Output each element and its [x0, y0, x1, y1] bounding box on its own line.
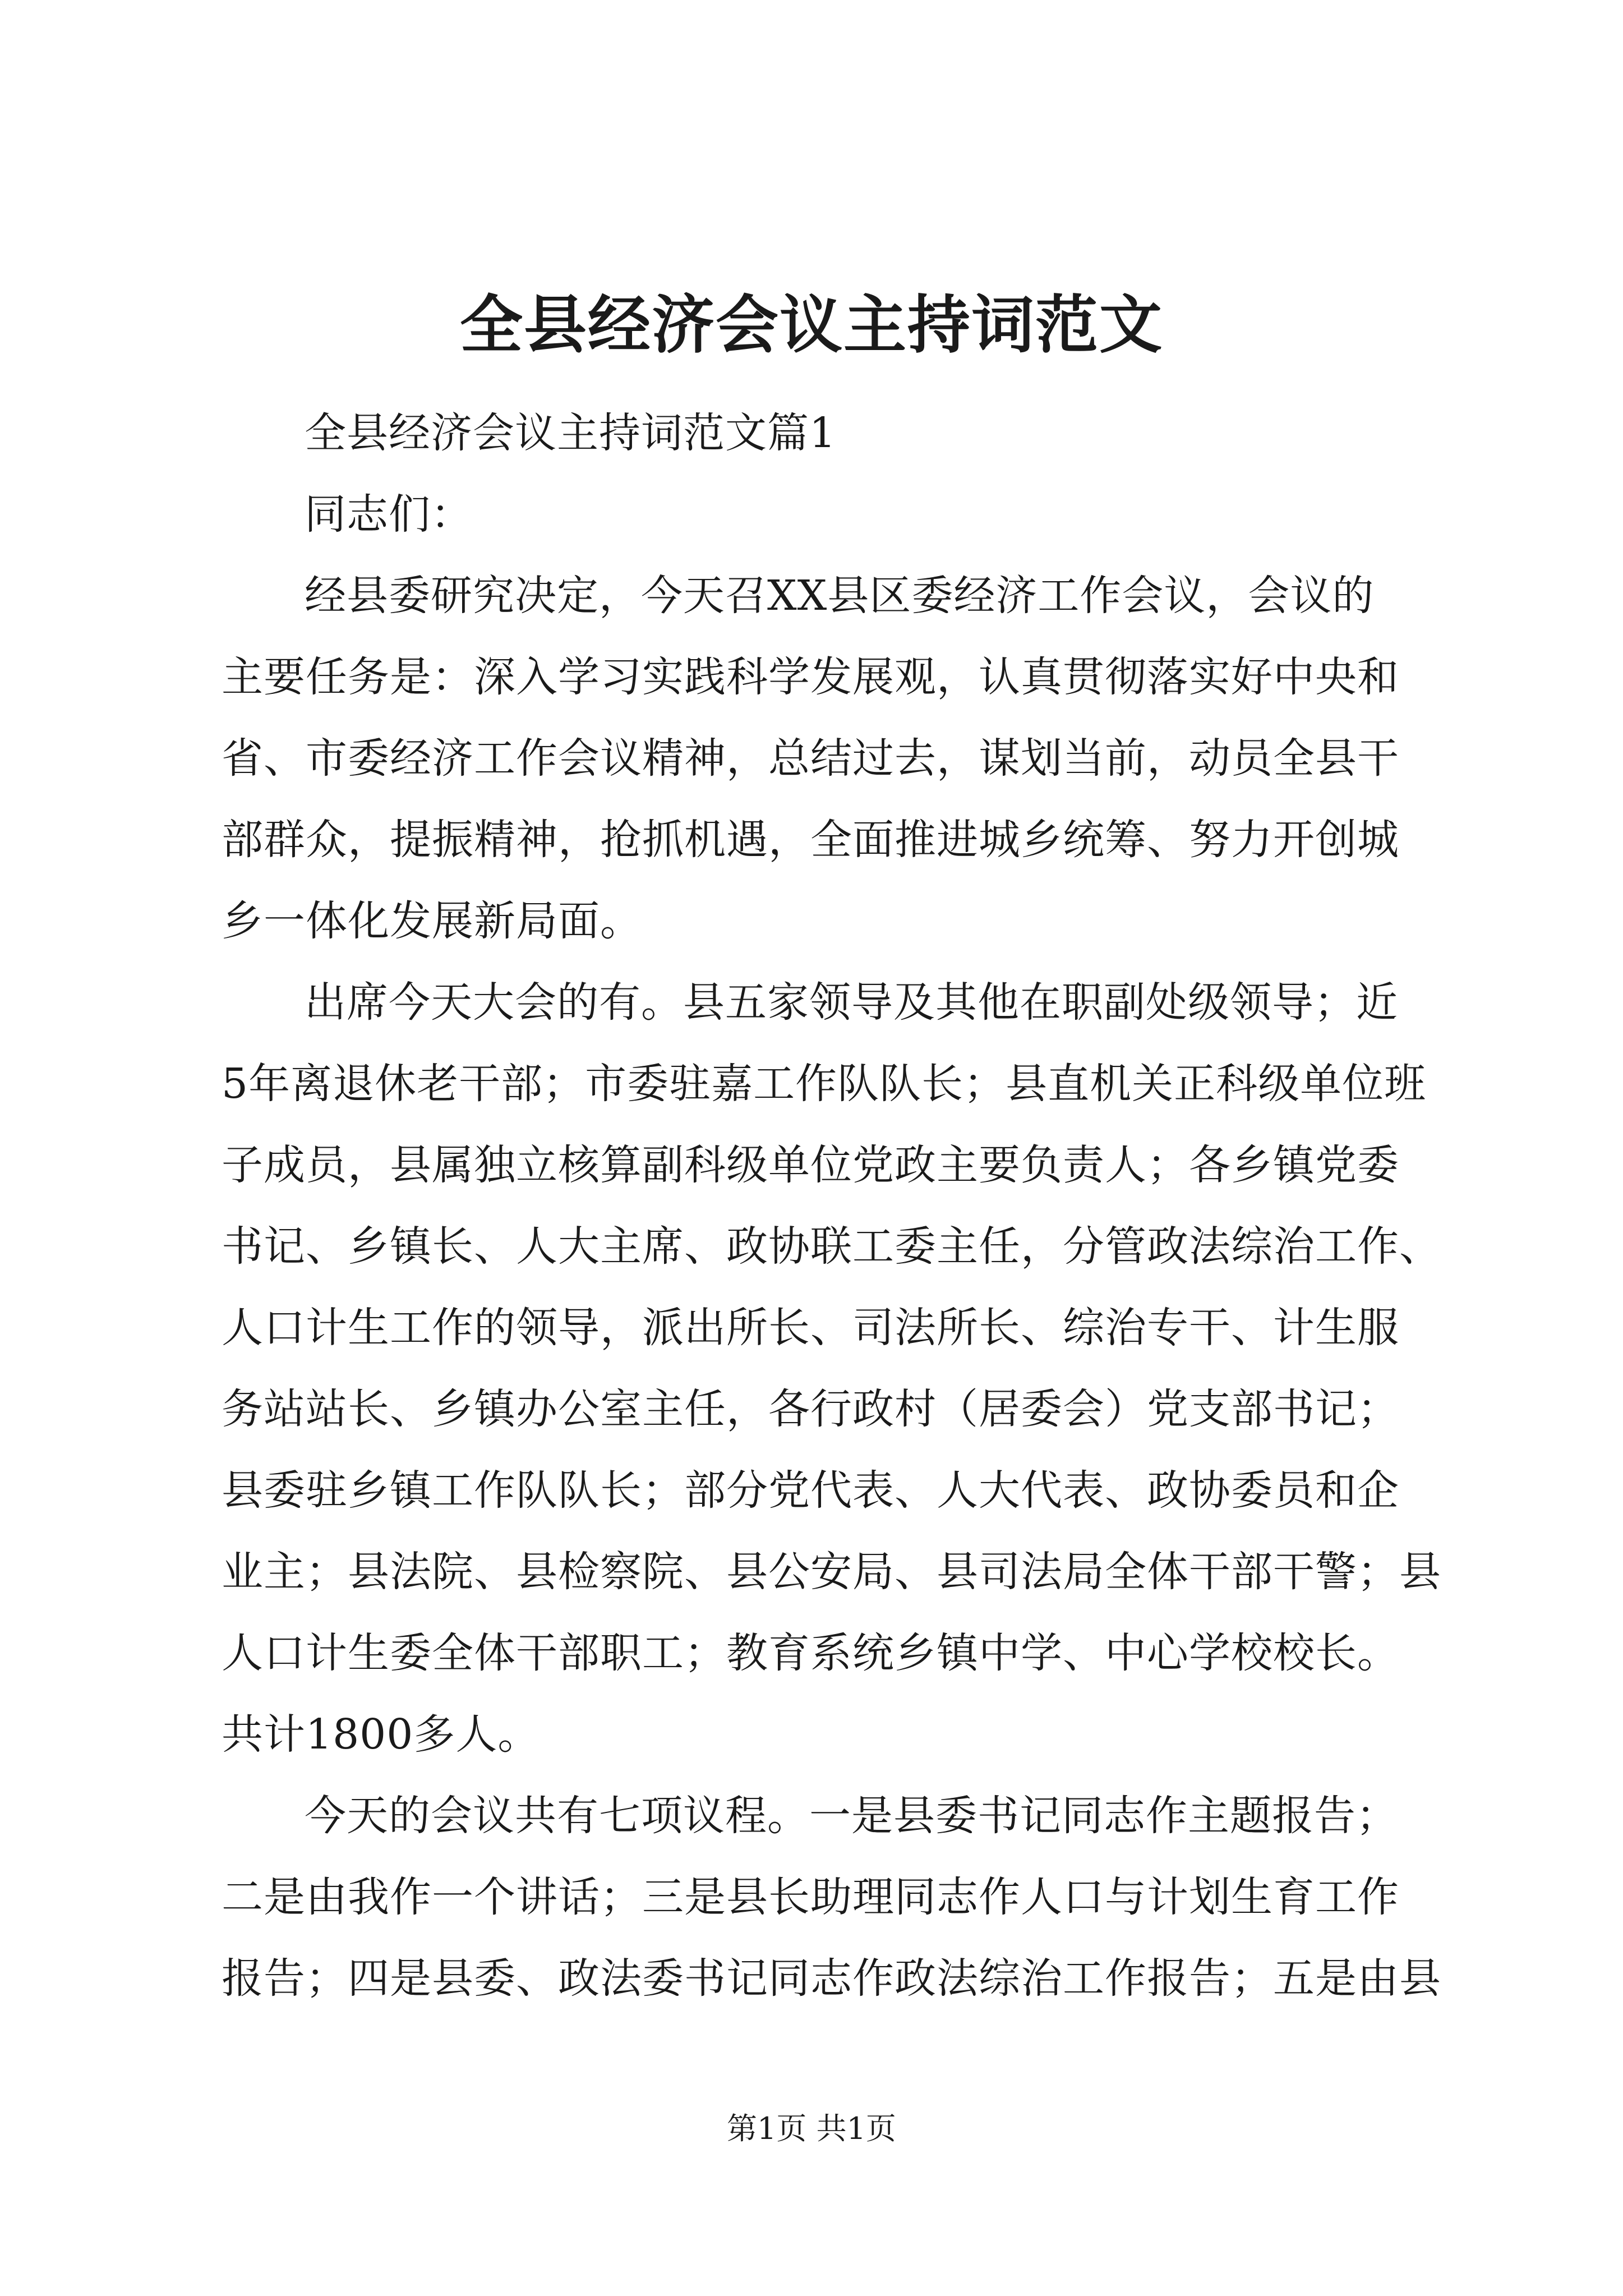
- paragraph-line: 省、市委经济工作会议精神，总结过去，谋划当前，动员全县干: [222, 734, 1399, 783]
- paragraph-line: 出席今天大会的有。县五家领导及其他在职副处级领导；近: [305, 978, 1398, 1027]
- paragraph-line: 经县委研究决定，今天召XX县区委经济工作会议，会议的: [305, 572, 1375, 620]
- paragraph-line: 业主；县法院、县检察院、县公安局、县司法局全体干部干警；县: [222, 1548, 1441, 1596]
- document-title: 全县经济会议主持词范文: [460, 288, 1163, 362]
- paragraph-line: 5年离退休老干部；市委驻嘉工作队队长；县直机关正科级单位班: [222, 1060, 1427, 1108]
- page-footer: 第1页 共1页: [727, 2111, 896, 2146]
- paragraph-opening: [222, 555, 1427, 962]
- paragraph-line: 主要任务是：深入学习实践科学发展观，认真贯彻落实好中央和: [222, 653, 1399, 701]
- paragraph-line: 部群众，提振精神，抢抓机遇，全面推进城乡统筹、努力开创城: [222, 816, 1399, 864]
- paragraph-line: 子成员，县属独立核算副科级单位党政主要负责人；各乡镇党委: [222, 1141, 1399, 1189]
- paragraph-line: 人口计生工作的领导，派出所长、司法所长、综治专干、计生服: [222, 1304, 1399, 1352]
- paragraph-line: 乡一体化发展新局面。: [222, 897, 642, 945]
- paragraph-line: 书记、乡镇长、人大主席、政协联工委主任，分管政法综治工作、: [222, 1222, 1441, 1271]
- paragraph-agenda: [222, 1775, 1441, 2019]
- paragraph-line: 人口计生委全体干部职工；教育系统乡镇中学、中心学校校长。: [222, 1629, 1399, 1677]
- paragraph-line: 务站站长、乡镇办公室主任，各行政村（居委会）党支部书记；: [222, 1385, 1399, 1433]
- paragraph-line: 二是由我作一个讲话；三是县长助理同志作人口与计划生育工作: [222, 1873, 1399, 1921]
- paragraph-line: 报告；四是县委、政法委书记同志作政法综治工作报告；五是由县: [222, 1954, 1441, 2003]
- paragraph-line: 共计1800多人。: [222, 1710, 540, 1759]
- document-body: [222, 393, 1441, 2019]
- paragraph-line: 今天的会议共有七项议程。一是县委书记同志作主题报告；: [305, 1792, 1398, 1840]
- salutation: 同志们：: [305, 490, 473, 539]
- paragraph-attendees: [222, 962, 1441, 1775]
- paragraph-line: 县委驻乡镇工作队队长；部分党代表、人大代表、政协委员和企: [222, 1466, 1399, 1515]
- subtitle: 全县经济会议主持词范文篇1: [305, 409, 837, 457]
